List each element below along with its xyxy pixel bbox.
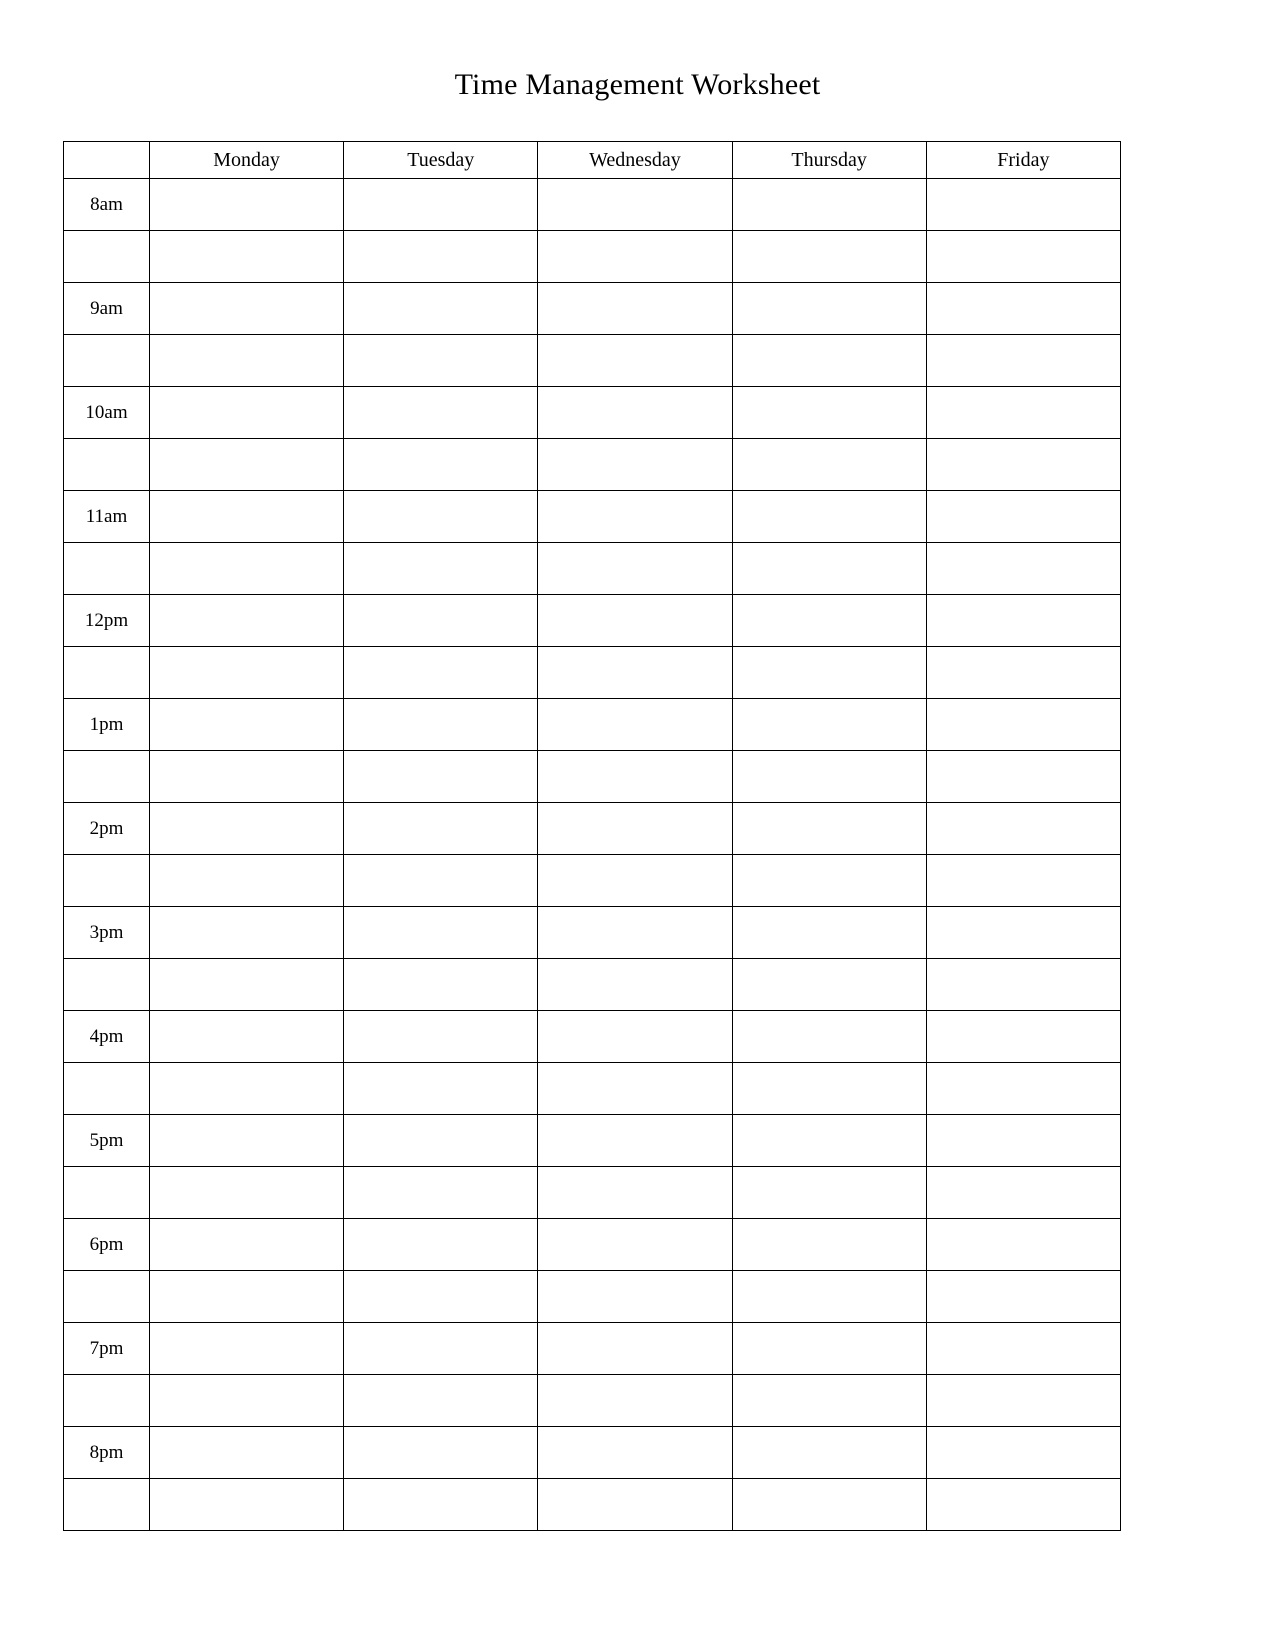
page-title: Time Management Worksheet [454,68,821,101]
schedule-slot-cell[interactable] [732,1063,926,1115]
schedule-slot-cell[interactable] [732,1427,926,1479]
table-row [64,1167,1121,1219]
schedule-slot-cell[interactable] [926,1479,1120,1531]
schedule-slot-cell[interactable] [926,699,1120,751]
time-label-cell [64,335,150,387]
table-row [64,855,1121,907]
schedule-slot-cell[interactable] [926,803,1120,855]
schedule-slot-cell[interactable] [732,1479,926,1531]
table-row [64,387,1121,439]
schedule-slot-cell[interactable] [732,595,926,647]
schedule-slot-cell[interactable] [150,959,344,1011]
table-row [64,543,1121,595]
schedule-slot-cell[interactable] [344,1271,538,1323]
schedule-slot-cell[interactable] [926,283,1120,335]
time-label-cell [64,1271,150,1323]
schedule-slot-cell[interactable] [732,855,926,907]
table-row [64,803,1121,855]
schedule-slot-cell[interactable] [150,751,344,803]
table-row [64,699,1121,751]
table-row [64,1271,1121,1323]
schedule-slot-cell[interactable] [732,543,926,595]
schedule-slot-cell[interactable] [538,803,732,855]
schedule-slot-cell[interactable] [150,1063,344,1115]
schedule-slot-cell[interactable] [150,231,344,283]
time-label-cell: 11am [64,491,150,543]
time-label-cell: 12pm [64,595,150,647]
time-label-cell: 10am [64,387,150,439]
schedule-slot-cell[interactable] [150,1375,344,1427]
schedule-slot-cell[interactable] [344,543,538,595]
time-label-cell: 6pm [64,1219,150,1271]
time-label-cell: 1pm [64,699,150,751]
schedule-slot-cell[interactable] [538,1219,732,1271]
schedule-slot-cell[interactable] [538,283,732,335]
schedule-slot-cell[interactable] [150,387,344,439]
table-row [64,1011,1121,1063]
schedule-slot-cell[interactable] [344,1427,538,1479]
schedule-slot-cell[interactable] [926,1427,1120,1479]
schedule-slot-cell[interactable] [926,907,1120,959]
schedule-slot-cell[interactable] [538,439,732,491]
schedule-slot-cell[interactable] [926,959,1120,1011]
schedule-slot-cell[interactable] [538,1271,732,1323]
schedule-slot-cell[interactable] [732,335,926,387]
time-label-cell [64,959,150,1011]
table-row [64,439,1121,491]
column-header-wednesday: Wednesday [538,142,732,179]
schedule-slot-cell[interactable] [926,1063,1120,1115]
table-row [64,1375,1121,1427]
schedule-slot-cell[interactable] [344,335,538,387]
schedule-table-container [63,141,1120,1531]
time-label-cell: 3pm [64,907,150,959]
schedule-slot-cell[interactable] [344,907,538,959]
time-label-cell [64,543,150,595]
schedule-slot-cell[interactable] [732,387,926,439]
schedule-slot-cell[interactable] [732,1167,926,1219]
table-row [64,283,1121,335]
schedule-slot-cell[interactable] [732,1375,926,1427]
schedule-slot-cell[interactable] [344,439,538,491]
schedule-slot-cell[interactable] [538,387,732,439]
time-label-cell: 5pm [64,1115,150,1167]
time-label-cell [64,1479,150,1531]
time-label-cell: 4pm [64,1011,150,1063]
schedule-slot-cell[interactable] [732,1271,926,1323]
schedule-slot-cell[interactable] [732,647,926,699]
time-label-cell: 8am [64,179,150,231]
schedule-slot-cell[interactable] [150,699,344,751]
schedule-slot-cell[interactable] [926,543,1120,595]
time-label-cell [64,751,150,803]
schedule-slot-cell[interactable] [150,595,344,647]
schedule-slot-cell[interactable] [926,1219,1120,1271]
time-label-cell [64,1375,150,1427]
table-row [64,1479,1121,1531]
time-label-cell [64,855,150,907]
schedule-slot-cell[interactable] [344,491,538,543]
schedule-slot-cell[interactable] [150,1479,344,1531]
schedule-slot-cell[interactable] [344,855,538,907]
table-row [64,751,1121,803]
schedule-slot-cell[interactable] [344,595,538,647]
table-row [64,647,1121,699]
schedule-slot-cell[interactable] [732,231,926,283]
schedule-slot-cell[interactable] [344,647,538,699]
schedule-slot-cell[interactable] [732,283,926,335]
time-label-cell: 9am [64,283,150,335]
schedule-slot-cell[interactable] [344,1479,538,1531]
schedule-slot-cell[interactable] [150,1427,344,1479]
schedule-slot-cell[interactable] [926,751,1120,803]
schedule-slot-cell[interactable] [344,1167,538,1219]
schedule-slot-cell[interactable] [538,699,732,751]
schedule-slot-cell[interactable] [926,1271,1120,1323]
schedule-slot-cell[interactable] [732,491,926,543]
column-header-thursday: Thursday [732,142,926,179]
schedule-slot-cell[interactable] [926,387,1120,439]
schedule-slot-cell[interactable] [344,1011,538,1063]
schedule-slot-cell[interactable] [926,855,1120,907]
time-label-cell: 8pm [64,1427,150,1479]
schedule-slot-cell[interactable] [926,595,1120,647]
schedule-slot-cell[interactable] [344,387,538,439]
table-row [64,595,1121,647]
schedule-slot-cell[interactable] [150,907,344,959]
schedule-slot-cell[interactable] [538,543,732,595]
schedule-slot-cell[interactable] [150,855,344,907]
schedule-slot-cell[interactable] [538,1063,732,1115]
table-header [64,142,1121,179]
schedule-slot-cell[interactable] [538,855,732,907]
schedule-slot-cell[interactable] [538,1167,732,1219]
schedule-slot-cell[interactable] [150,803,344,855]
table-row [64,1323,1121,1375]
schedule-slot-cell[interactable] [344,1063,538,1115]
schedule-slot-cell[interactable] [538,231,732,283]
schedule-slot-cell[interactable] [926,231,1120,283]
column-header-monday: Monday [150,142,344,179]
weekly-schedule-table [63,141,1121,1531]
schedule-slot-cell[interactable] [926,1375,1120,1427]
schedule-slot-cell[interactable] [344,1115,538,1167]
schedule-slot-cell[interactable] [538,1427,732,1479]
header-row [64,142,1121,179]
schedule-slot-cell[interactable] [538,1323,732,1375]
schedule-slot-cell[interactable] [344,1323,538,1375]
schedule-slot-cell[interactable] [926,1323,1120,1375]
column-header-friday: Friday [926,142,1120,179]
schedule-slot-cell[interactable] [344,959,538,1011]
schedule-slot-cell[interactable] [150,1167,344,1219]
schedule-slot-cell[interactable] [926,491,1120,543]
table-row [64,907,1121,959]
schedule-slot-cell[interactable] [150,1115,344,1167]
schedule-slot-cell[interactable] [538,595,732,647]
table-row [64,1063,1121,1115]
schedule-slot-cell[interactable] [538,1375,732,1427]
schedule-slot-cell[interactable] [538,1011,732,1063]
schedule-slot-cell[interactable] [926,1167,1120,1219]
schedule-slot-cell[interactable] [732,1219,926,1271]
schedule-slot-cell[interactable] [732,1011,926,1063]
schedule-slot-cell[interactable] [344,179,538,231]
table-row [64,231,1121,283]
table-row [64,335,1121,387]
schedule-slot-cell[interactable] [926,1011,1120,1063]
column-header-tuesday: Tuesday [344,142,538,179]
table-body [64,179,1121,1531]
schedule-slot-cell[interactable] [538,751,732,803]
schedule-slot-cell[interactable] [344,231,538,283]
schedule-slot-cell[interactable] [344,803,538,855]
schedule-slot-cell[interactable] [926,647,1120,699]
schedule-slot-cell[interactable] [732,439,926,491]
schedule-slot-cell[interactable] [926,335,1120,387]
schedule-slot-cell[interactable] [150,1271,344,1323]
schedule-slot-cell[interactable] [538,647,732,699]
schedule-slot-cell[interactable] [150,335,344,387]
table-row [64,491,1121,543]
table-row [64,959,1121,1011]
schedule-slot-cell[interactable] [150,439,344,491]
schedule-slot-cell[interactable] [732,699,926,751]
schedule-slot-cell[interactable] [150,491,344,543]
table-row [64,179,1121,231]
schedule-slot-cell[interactable] [926,1115,1120,1167]
schedule-slot-cell[interactable] [732,907,926,959]
time-label-cell: 2pm [64,803,150,855]
schedule-slot-cell[interactable] [344,1219,538,1271]
schedule-slot-cell[interactable] [926,439,1120,491]
schedule-slot-cell[interactable] [150,1219,344,1271]
schedule-slot-cell[interactable] [150,1323,344,1375]
schedule-slot-cell[interactable] [344,751,538,803]
schedule-slot-cell[interactable] [538,907,732,959]
time-label-cell [64,647,150,699]
time-label-cell [64,439,150,491]
schedule-slot-cell[interactable] [538,335,732,387]
schedule-slot-cell[interactable] [732,751,926,803]
schedule-slot-cell[interactable] [538,491,732,543]
schedule-slot-cell[interactable] [344,283,538,335]
time-label-cell [64,1167,150,1219]
schedule-slot-cell[interactable] [732,803,926,855]
schedule-slot-cell[interactable] [732,959,926,1011]
table-row [64,1427,1121,1479]
schedule-slot-cell[interactable] [150,647,344,699]
time-label-cell [64,231,150,283]
schedule-slot-cell[interactable] [732,179,926,231]
schedule-slot-cell[interactable] [344,1375,538,1427]
schedule-slot-cell[interactable] [150,283,344,335]
table-row [64,1219,1121,1271]
time-label-cell [64,1063,150,1115]
schedule-slot-cell[interactable] [538,1479,732,1531]
schedule-slot-cell[interactable] [150,543,344,595]
schedule-slot-cell[interactable] [150,1011,344,1063]
schedule-slot-cell[interactable] [538,1115,732,1167]
schedule-slot-cell[interactable] [344,699,538,751]
schedule-slot-cell[interactable] [732,1323,926,1375]
schedule-slot-cell[interactable] [538,959,732,1011]
schedule-slot-cell[interactable] [538,179,732,231]
header-corner-cell [64,142,150,179]
schedule-slot-cell[interactable] [150,179,344,231]
schedule-slot-cell[interactable] [926,179,1120,231]
schedule-slot-cell[interactable] [732,1115,926,1167]
time-label-cell: 7pm [64,1323,150,1375]
table-row [64,1115,1121,1167]
